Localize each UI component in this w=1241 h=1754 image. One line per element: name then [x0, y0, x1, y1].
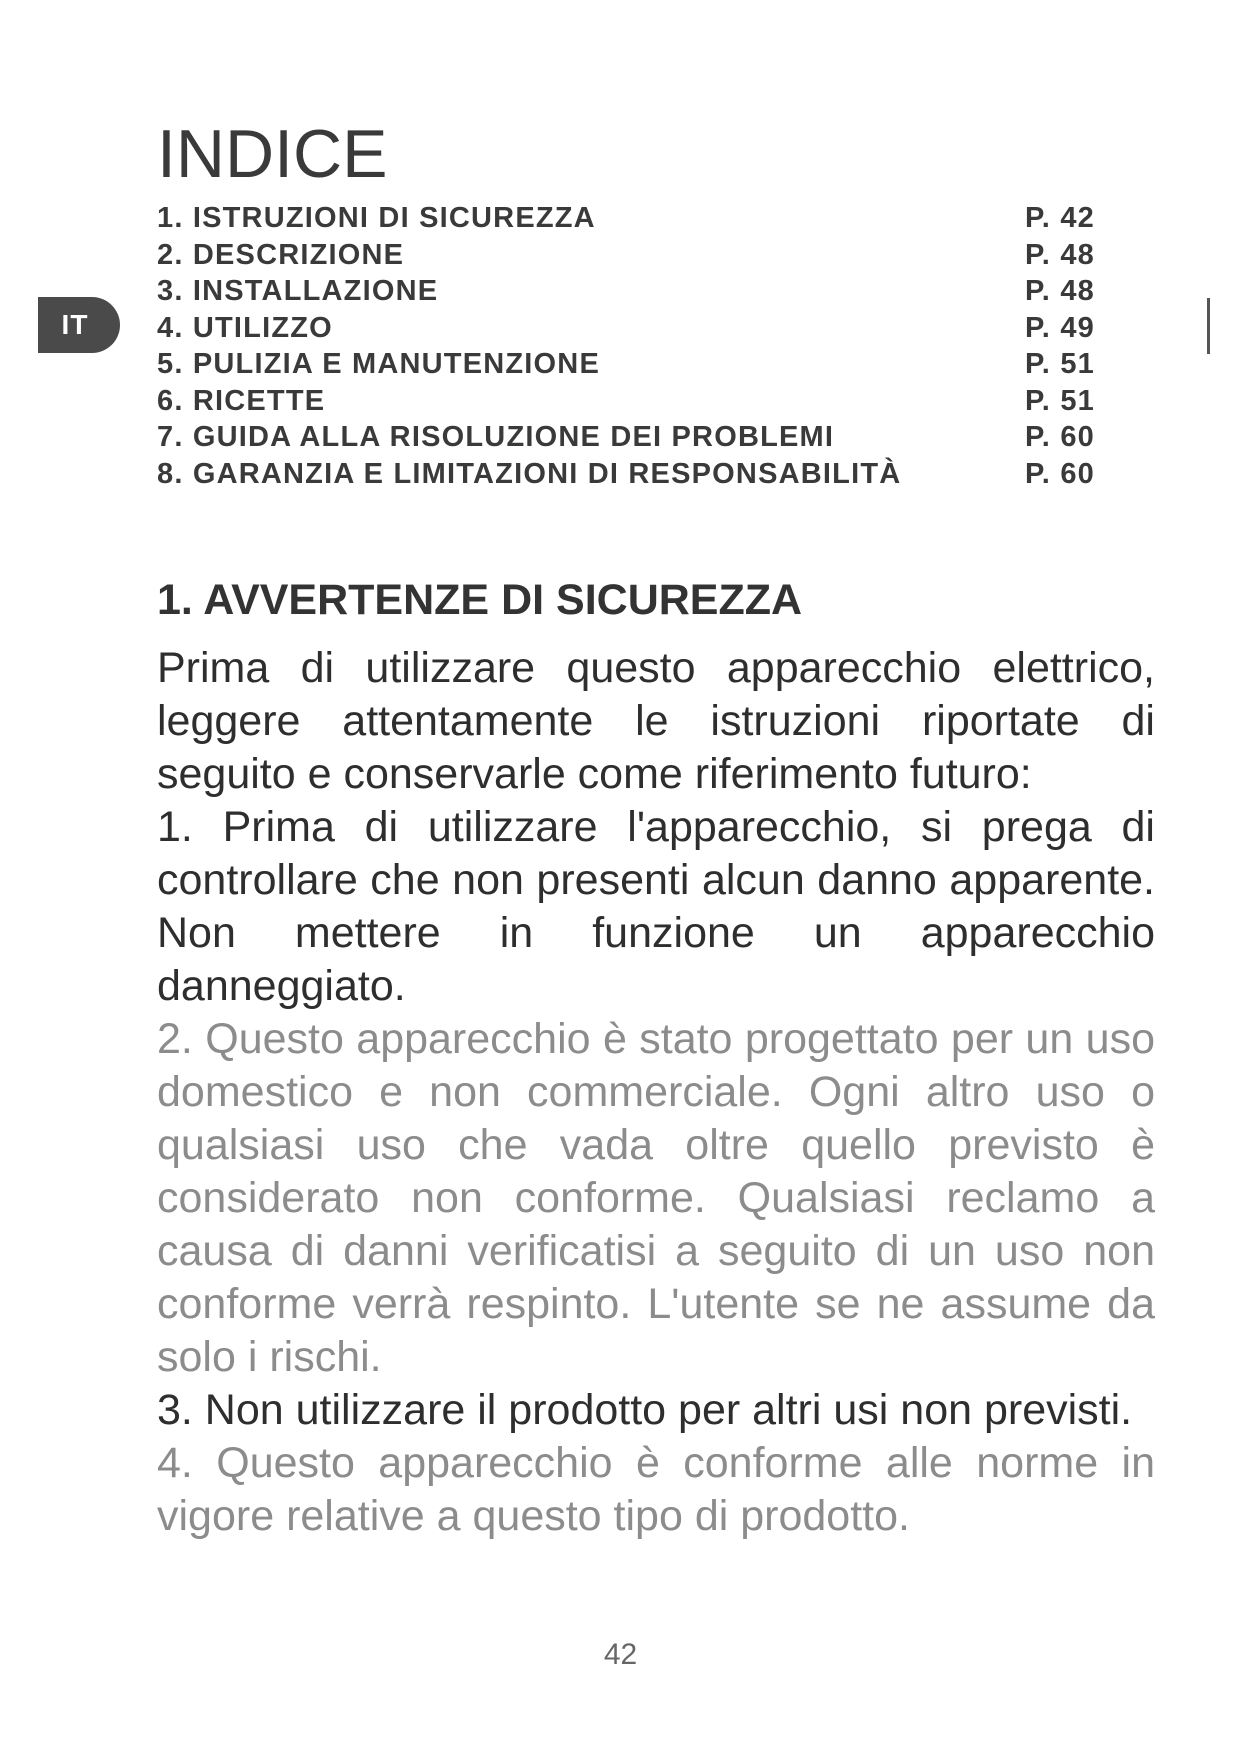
toc-entry-label: 4. UTILIZZO: [157, 311, 333, 344]
safety-item: 2. Questo apparecchio è stato progettato per un uso domestico e non commerciale. Ogni altro uso o qualsiasi uso che vada oltre quello previsto è considerato non conforme. Qualsiasi reclamo a causa di danni verificatisi a seguito di un uso non conforme verrà respinto. L'utente se ne assume da solo i rischi.: [157, 1015, 1155, 1381]
toc-entry-label: 1. ISTRUZIONI DI SICUREZZA: [157, 202, 596, 234]
safety-text: [157, 642, 1155, 1543]
toc-entry-label: 3. INSTALLAZIONE: [157, 275, 439, 307]
toc-entry-page: P. 48: [1025, 238, 1095, 271]
toc-entry: [157, 456, 1097, 493]
toc-entry-label: 5. PULIZIA E MANUTENZIONE: [157, 348, 600, 380]
toc-entry: [157, 200, 1097, 237]
toc-entry-label: 2. DESCRIZIONE: [157, 238, 405, 271]
table-of-contents: [157, 200, 1097, 492]
toc-entry: [157, 237, 1097, 274]
page-edge-marker: [1207, 298, 1210, 354]
safety-item: 1. Prima di utilizzare l'apparecchio, si prega di controllare che non presenti alcun danno apparente. Non mettere in funzione un apparecchio danneggiato.: [157, 803, 1155, 1010]
toc-entry-label: 6. RICETTE: [157, 384, 326, 417]
toc-entry-page: P. 51: [1025, 348, 1095, 380]
page-number: 42: [603, 1638, 638, 1671]
toc-entry-page: P. 60: [1025, 457, 1095, 490]
toc-entry-page: P. 42: [1025, 202, 1095, 234]
toc-entry: [157, 310, 1097, 347]
intro-paragraph: Prima di utilizzare questo apparecchio elettrico, leggere attentamente le istruzioni riportate di seguito e conservarle come riferimento futuro:: [157, 644, 1155, 798]
toc-entry-page: P. 48: [1025, 275, 1095, 307]
toc-entry: [157, 346, 1097, 383]
safety-item: 4. Questo apparecchio è conforme alle norme in vigore relative a questo tipo di prodotto.: [157, 1439, 1155, 1540]
language-tab: [38, 297, 120, 353]
toc-entry-label: 7. GUIDA ALLA RISOLUZIONE DEI PROBLEMI: [157, 421, 835, 453]
toc-entry-label: 8. GARANZIA E LIMITAZIONI DI RESPONSABILITÀ: [157, 457, 902, 490]
safety-item: 3. Non utilizzare il prodotto per altri usi non previsti.: [157, 1386, 1133, 1434]
toc-entry-page: P. 60: [1025, 421, 1095, 453]
toc-entry: [157, 273, 1097, 310]
index-title: INDICE: [157, 116, 388, 192]
toc-entry-page: P. 49: [1025, 311, 1095, 344]
language-tab-label: IT: [61, 309, 89, 340]
toc-entry: [157, 419, 1097, 456]
section-heading: 1. AVVERTENZE DI SICUREZZA: [157, 576, 803, 624]
toc-entry-page: P. 51: [1025, 384, 1095, 417]
toc-entry: [157, 383, 1097, 420]
